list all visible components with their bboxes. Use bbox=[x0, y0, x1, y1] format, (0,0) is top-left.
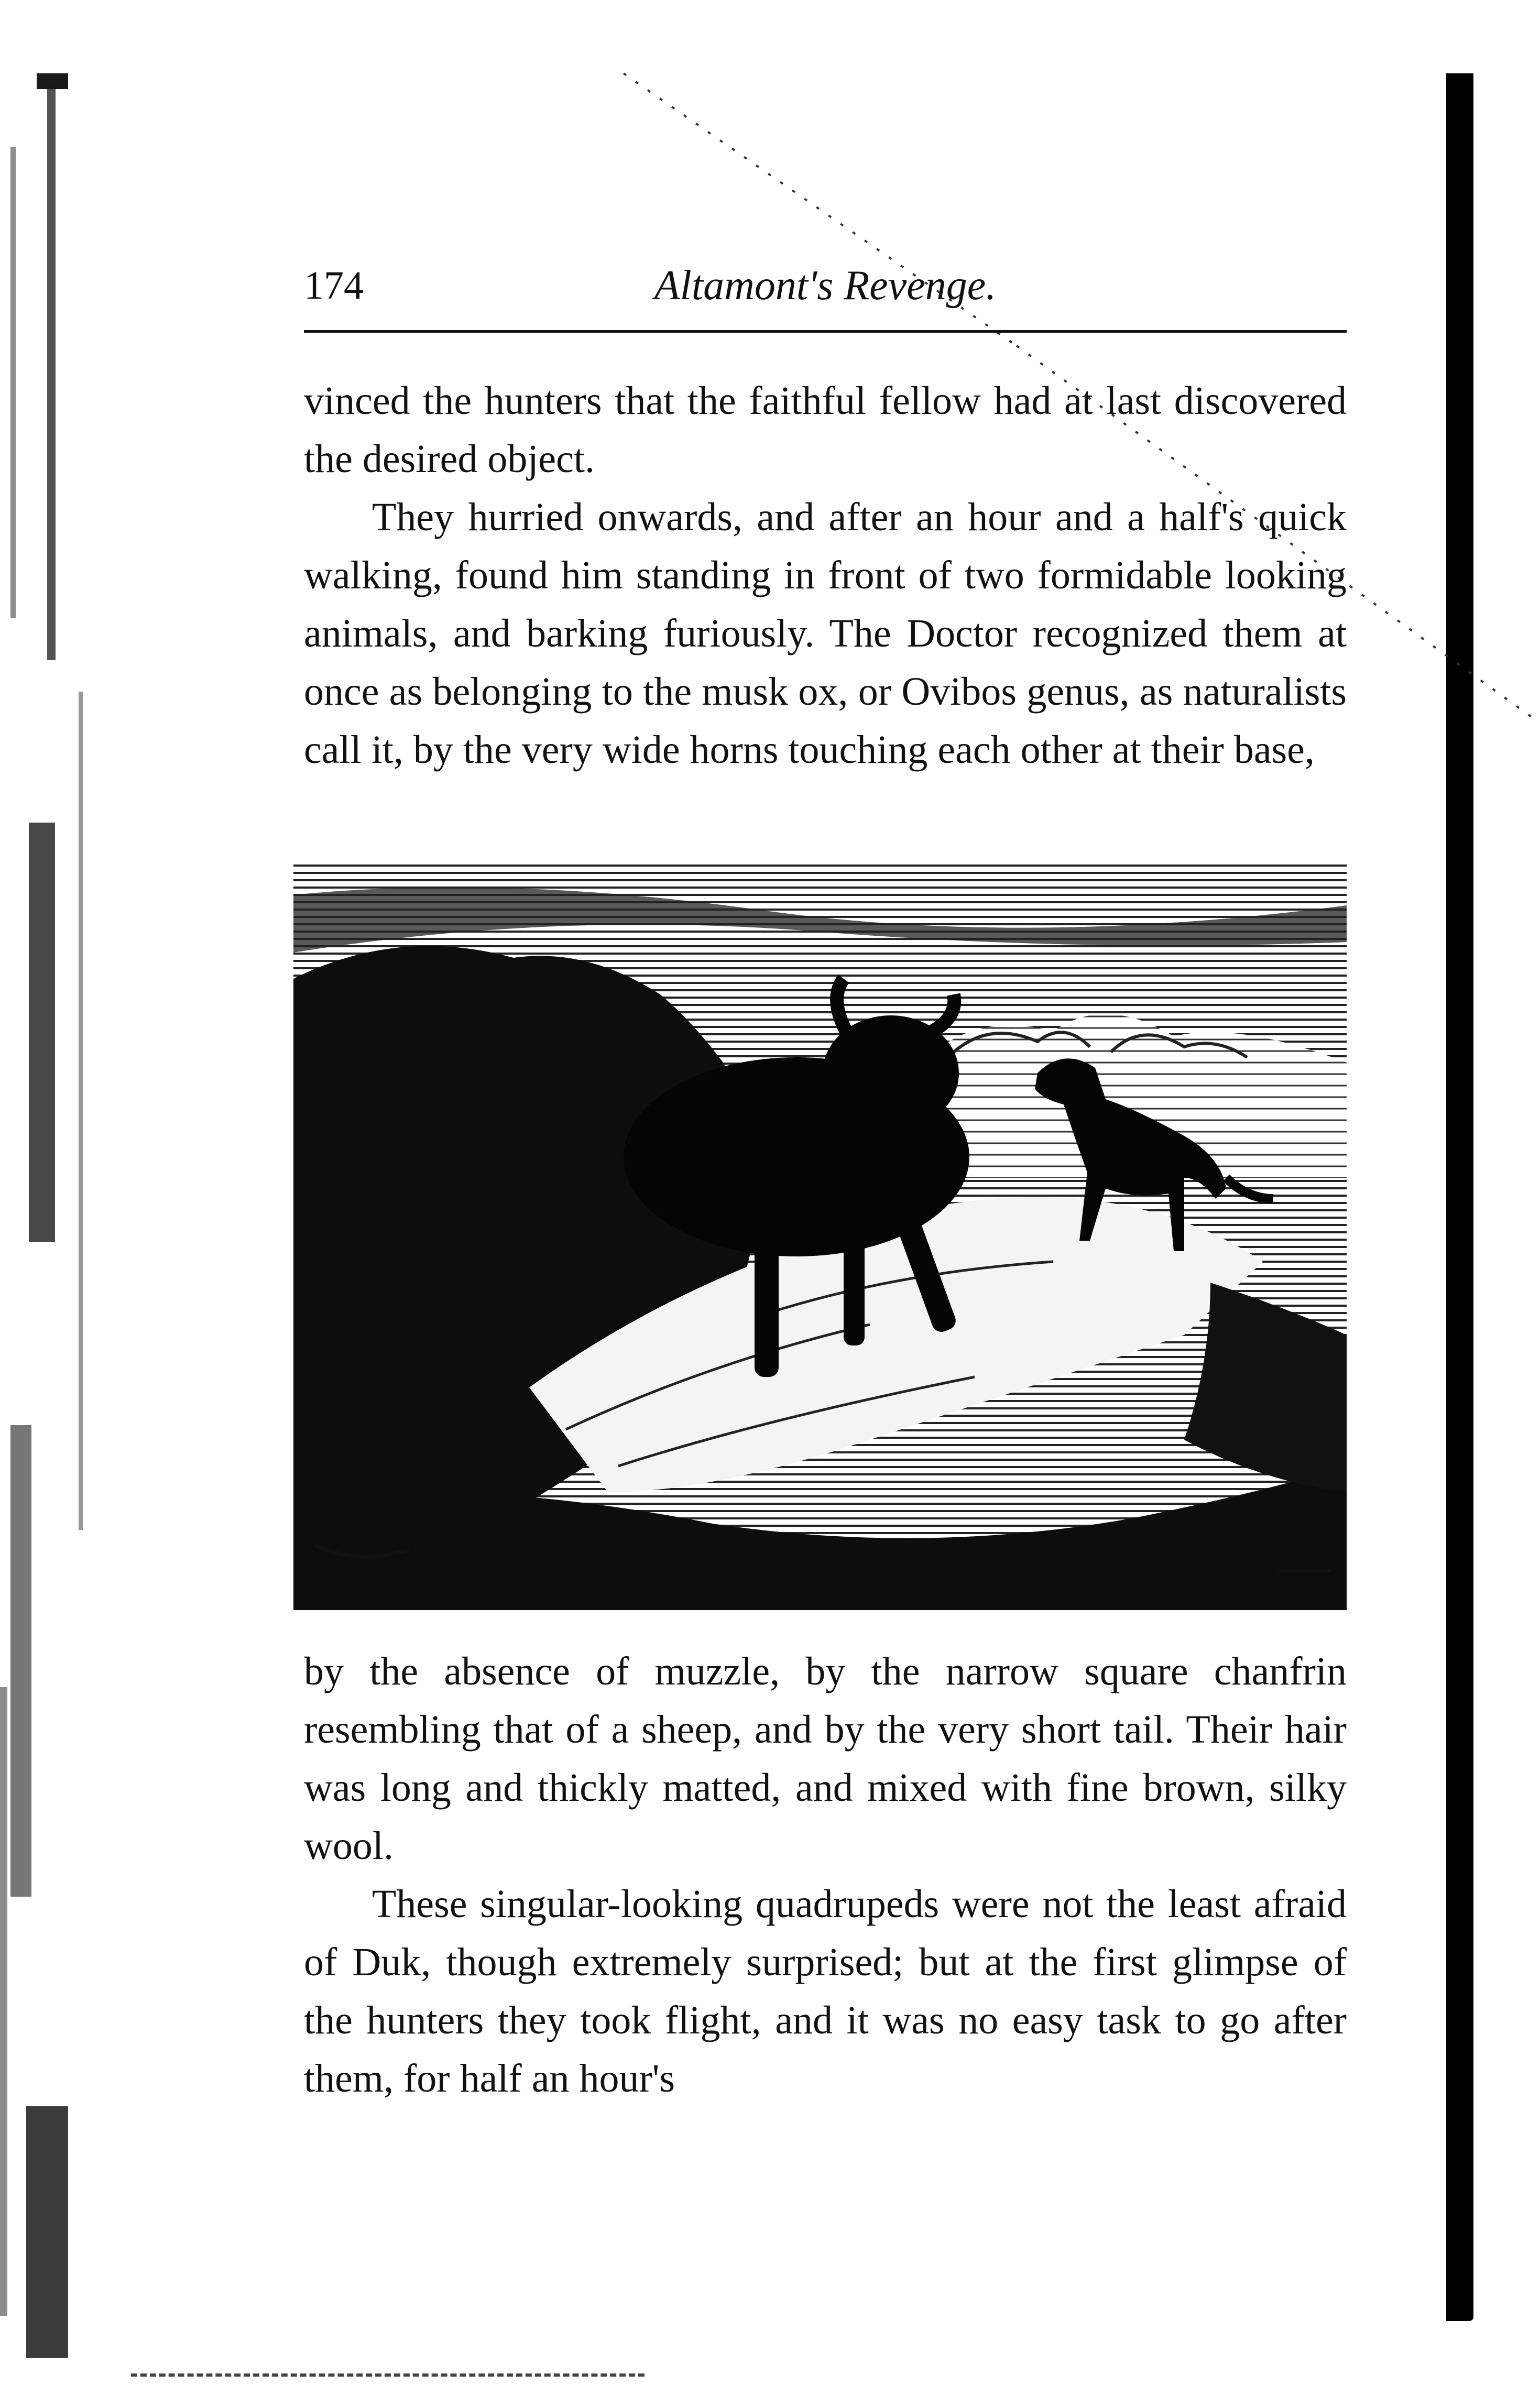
paragraph: They hurried onwards, and after an hour and a half's quick walking, found him standing in front of two formidable looking animals, and barking furiously. The Doctor recognized them at once as belonging to the musk ox, or Ovibos genus, as naturalists call it, by the very wide horns touching each other at their base, bbox=[304, 495, 1347, 772]
engraving-illustration bbox=[293, 863, 1347, 1610]
paragraph: These singular-looking quadrupeds were not the least afraid of Duk, though extremely surprised; but at the first glimpse of the hunters they took flight, and it was no easy task to go after them, for half an hour's bbox=[304, 1882, 1347, 2100]
page-number: 174 bbox=[304, 264, 364, 308]
scan-bottom-marks bbox=[131, 2373, 645, 2377]
scan-left-edge bbox=[0, 63, 105, 2379]
page-header bbox=[304, 259, 1347, 338]
paragraph: by the absence of muzzle, by the narrow square chanfrin resembling that of a sheep, and by the very short tail. Their hair was long and thickly matted, and mixed with fine brown, silky wool. bbox=[304, 1649, 1347, 1868]
body-text-bottom bbox=[304, 1643, 1347, 2108]
running-title: Altamont's Revenge. bbox=[654, 262, 997, 309]
body-text-top bbox=[304, 372, 1347, 779]
paragraph: vinced the hunters that the faithful fellow had at last discovered the desired object. bbox=[304, 379, 1347, 481]
header-rule bbox=[304, 330, 1347, 333]
